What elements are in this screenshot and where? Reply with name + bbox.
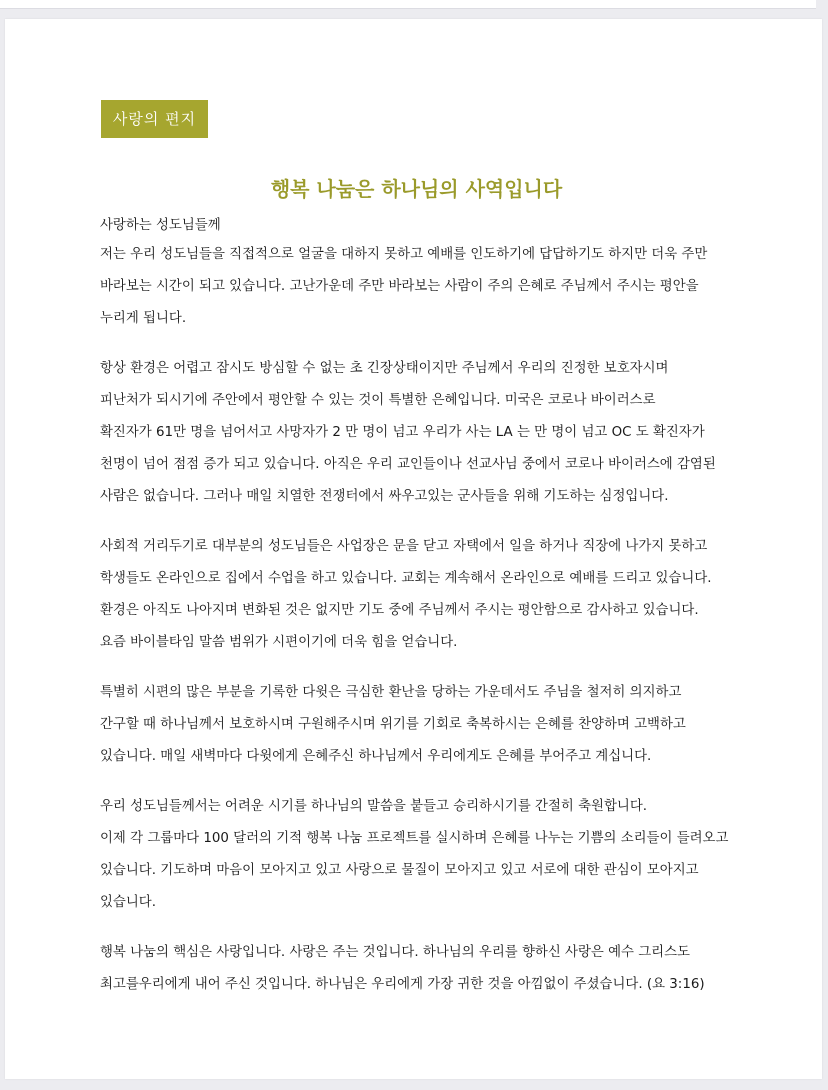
paragraph-4 xyxy=(100,677,800,773)
text-line: 행복 나눔의 핵심은 사랑입니다. 사랑은 주는 것입니다. 하나님의 우리를 향하신 사랑은 예수 그리스도 xyxy=(100,945,690,960)
salutation: 사랑하는 성도님들께 xyxy=(100,218,221,233)
text-line: 요즘 바이블타임 말씀 범위가 시편이기에 더욱 힘을 얻습니다. xyxy=(100,635,458,650)
letter-page xyxy=(5,19,822,1079)
text-line: 사람은 없습니다. 그러나 매일 치열한 전쟁터에서 싸우고있는 군사들을 위해 기도하는 심정입니다. xyxy=(100,489,669,504)
letter-title: 행복 나눔은 하나님의 사역입니다 xyxy=(270,177,563,201)
letter-body xyxy=(100,213,800,1001)
paragraph-3 xyxy=(100,531,800,659)
text-line: 있습니다. 기도하며 마음이 모아지고 있고 사랑으로 물질이 모아지고 있고 서로에 대한 관심이 모아지고 xyxy=(100,863,699,878)
text-line: 피난처가 되시기에 주안에서 평안할 수 있는 것이 특별한 은혜입니다. 미국은 코로나 바이러스로 xyxy=(100,393,656,408)
text-line: 천명이 넘어 점점 증가 되고 있습니다. 아직은 우리 교인들이나 선교사님 중에서 코로나 바이러스에 감염된 xyxy=(100,457,716,472)
text-line: 있습니다. 매일 새벽마다 다윗에게 은혜주신 하나님께서 우리에게도 은혜를 부어주고 계십니다. xyxy=(100,749,652,764)
text-line: 이제 각 그룹마다 100 달러의 기적 행복 나눔 프로젝트를 실시하며 은혜를 나누는 기쁨의 소리들이 들려오고 xyxy=(100,831,729,846)
text-line: 간구할 때 하나님께서 보호하시며 구원해주시며 위기를 기회로 축복하시는 은혜를 찬양하며 고백하고 xyxy=(100,717,686,732)
text-line: 있습니다. xyxy=(100,895,156,910)
paragraph-1 xyxy=(100,239,800,335)
paragraph-2 xyxy=(100,353,800,513)
text-line: 환경은 아직도 나아지며 변화된 것은 없지만 기도 중에 주님께서 주시는 평안함으로 감사하고 있습니다. xyxy=(100,603,699,618)
text-line: 저는 우리 성도님들을 직접적으로 얼굴을 대하지 못하고 예배를 인도하기에 답답하기도 하지만 더욱 주만 xyxy=(100,247,708,262)
paragraph-5 xyxy=(100,791,800,919)
text-line: 학생들도 온라인으로 집에서 수업을 하고 있습니다. 교회는 계속해서 온라인으로 예배를 드리고 있습니다. xyxy=(100,571,712,586)
text-line: 사회적 거리두기로 대부분의 성도님들은 사업장은 문을 닫고 자택에서 일을 하거나 직장에 나가지 못하고 xyxy=(100,539,708,554)
section-badge: 사랑의 편지 xyxy=(101,100,208,138)
text-line: 확진자가 61만 명을 넘어서고 사망자가 2 만 명이 넘고 우리가 사는 LA 는 만 명이 넘고 OC 도 확진자가 xyxy=(100,425,705,440)
text-line: 최고를우리에게 내어 주신 것입니다. 하나님은 우리에게 가장 귀한 것을 아낌없이 주셨습니다. (요 3:16) xyxy=(100,977,705,992)
text-line: 특별히 시편의 많은 부분을 기록한 다윗은 극심한 환난을 당하는 가운데서도 주님을 철저히 의지하고 xyxy=(100,685,682,700)
text-line: 우리 성도님들께서는 어려운 시기를 하나님의 말씀을 붙들고 승리하시기를 간절히 축원합니다. xyxy=(100,799,648,814)
text-line: 누리게 됩니다. xyxy=(100,311,187,326)
text-line: 항상 환경은 어렵고 잠시도 방심할 수 없는 초 긴장상태이지만 주님께서 우리의 진정한 보호자시며 xyxy=(100,361,669,376)
top-page-edge xyxy=(0,0,816,9)
text-line: 바라보는 시간이 되고 있습니다. 고난가운데 주만 바라보는 사람이 주의 은혜로 주님께서 주시는 평안을 xyxy=(100,279,699,294)
paragraph-6 xyxy=(100,937,800,1001)
